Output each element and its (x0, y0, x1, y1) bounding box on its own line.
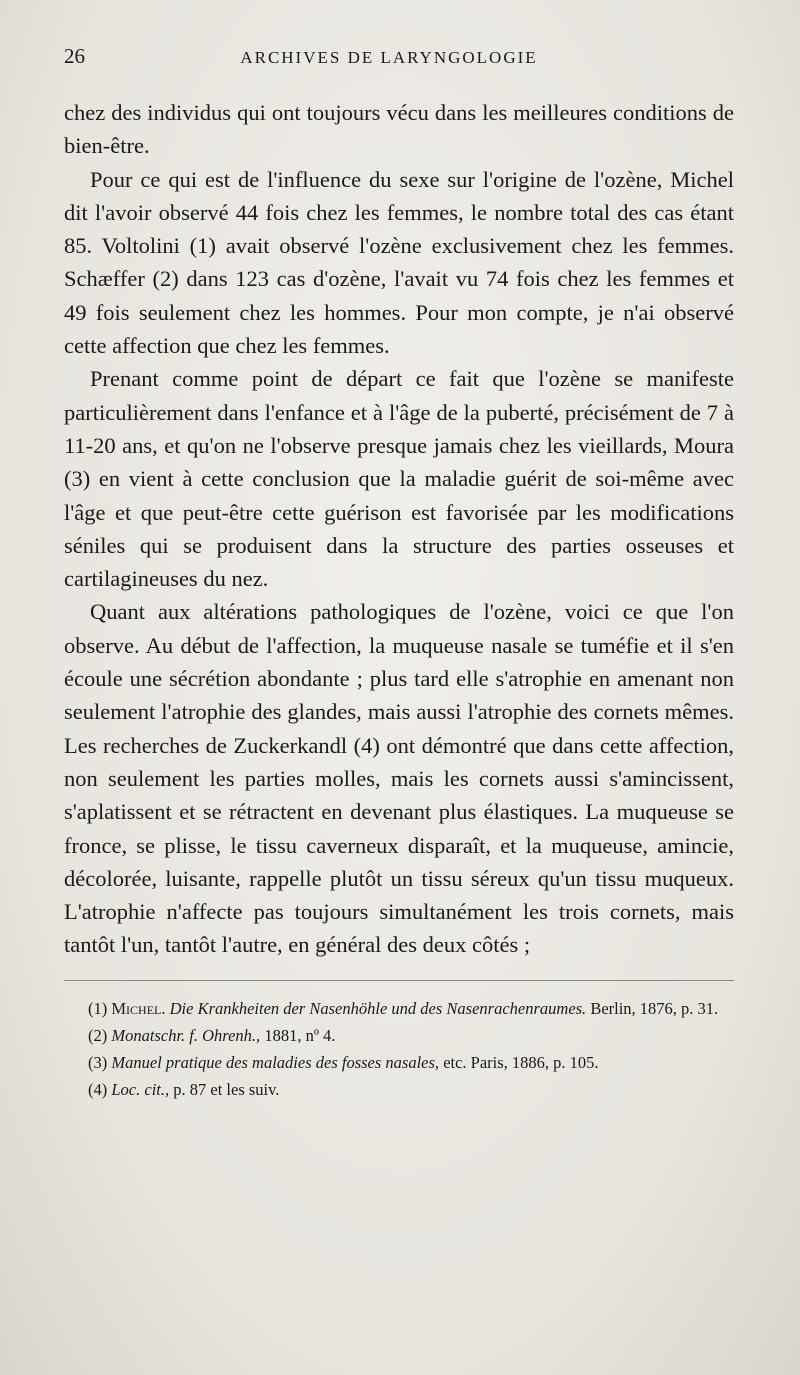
body-text (64, 96, 734, 962)
footnote-title: Monatschr. f. Ohrenh., (111, 1025, 261, 1045)
footnote-divider (64, 980, 734, 981)
page-header (64, 44, 734, 80)
page-number: 26 (64, 44, 85, 68)
footnote (64, 995, 734, 1022)
footnote (64, 1076, 734, 1103)
footnote-marker: (4) (88, 1079, 108, 1099)
footnote-author: Michel. (111, 998, 166, 1018)
footnote-details: 1881, nº 4. (264, 1025, 336, 1045)
footnote-title: Manuel pratique des maladies des fosses nasales, (111, 1052, 440, 1072)
running-title: ARCHIVES DE LARYNGOLOGIE (240, 48, 538, 67)
footnote-details: etc. Paris, 1886, p. 105. (443, 1052, 599, 1072)
paragraph: Pour ce qui est de l'influence du sexe sur l'origine de l'ozène, Michel dit l'avoir observé 44 fois chez les femmes, le nombre total des cas étant 85. Voltolini (1) avait observé l'ozène exclusivement chez les femmes. Schæffer (2) dans 123 cas d'ozène, l'avait vu 74 fois chez les femmes et 49 fois seulement chez les hommes. Pour mon compte, je n'ai observé cette affection que chez les femmes. (64, 166, 734, 359)
footnote-details: Berlin, 1876, p. 31. (590, 998, 719, 1018)
footnote-details: p. 87 et les suiv. (173, 1079, 280, 1099)
footnotes (64, 995, 734, 1103)
footnote (64, 1022, 734, 1049)
paragraph: Prenant comme point de départ ce fait que l'ozène se manifeste particulièrement dans l'enfance et à l'âge de la puberté, précisément de 7 à 11-20 ans, et qu'on ne l'observe presque jamais chez les vieillards, Moura (3) en vient à cette conclusion que la maladie guérit de soi-même avec l'âge et que peut-être cette guérison est favorisée par les modifications séniles qui se produisent dans la structure des parties osseuses et cartilagineuses du nez. (64, 366, 734, 592)
footnote-marker: (3) (88, 1052, 108, 1072)
paragraph: Quant aux altérations pathologiques de l'ozène, voici ce que l'on observe. Au début de l'affection, la muqueuse nasale se tuméfie et il s'en écoule une sécrétion abondante ; plus tard elle s'atrophie en amenant non seulement l'atrophie des glandes, mais aussi l'atrophie des cornets mêmes. Les recherches de Zuckerkandl (4) ont démontré que dans cette affection, non seulement les parties molles, mais les cornets aussi s'amincissent, s'aplatissent et se rétractent en devenant plus élastiques. La muqueuse se fronce, se plisse, le tissu caverneux disparaît, et la muqueuse, amincie, décolorée, luisante, rappelle plutôt un tissu séreux qu'un tissu muqueux. L'atrophie n'affecte pas toujours simultanément les trois cornets, mais tantôt l'un, tantôt l'autre, en général des deux côtés ; (64, 599, 734, 958)
footnote (64, 1049, 734, 1076)
footnote-marker: (2) (88, 1025, 108, 1045)
footnote-title: Die Krankheiten der Nasenhöhle und des Nasenrachenraumes. (169, 998, 587, 1018)
footnote-title: Loc. cit., (111, 1079, 170, 1099)
footnote-marker: (1) (88, 998, 108, 1018)
paragraph: chez des individus qui ont toujours vécu dans les meilleures conditions de bien-être. (64, 100, 734, 159)
